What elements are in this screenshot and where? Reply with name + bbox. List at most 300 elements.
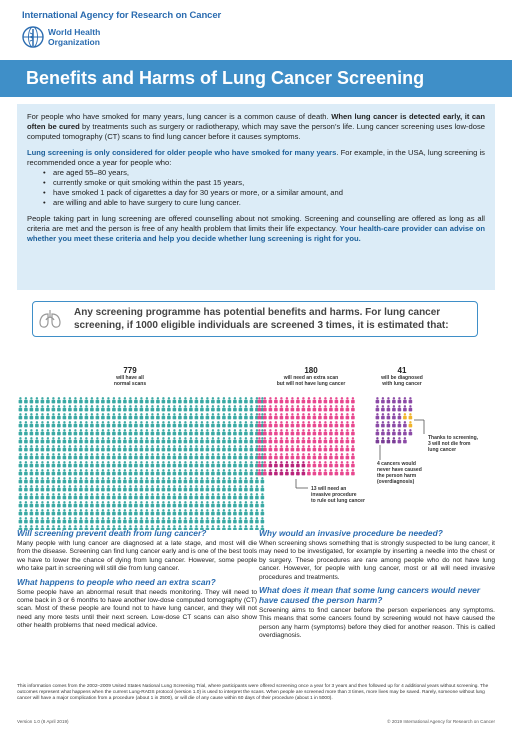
person-normal-icon: [85, 437, 89, 443]
person-extra-scan-icon: [280, 405, 284, 411]
person-normal-icon: [200, 397, 204, 403]
person-normal-icon: [63, 461, 67, 467]
person-normal-icon: [19, 477, 23, 483]
person-normal-icon: [261, 485, 265, 491]
overdiag-line-1: 4 cancers would: [377, 461, 416, 467]
person-normal-icon: [255, 493, 259, 499]
person-normal-icon: [68, 421, 72, 427]
person-normal-icon: [74, 493, 78, 499]
copyright-label: © 2019 International Agency for Research on Cancer: [387, 719, 495, 724]
person-extra-scan-icon: [340, 421, 344, 427]
person-normal-icon: [41, 421, 45, 427]
person-extra-scan-icon: [307, 405, 311, 411]
infographic: [0, 340, 512, 530]
person-normal-icon: [233, 413, 237, 419]
person-extra-scan-icon: [318, 437, 322, 443]
person-normal-icon: [35, 485, 39, 491]
person-normal-icon: [217, 517, 221, 523]
person-normal-icon: [112, 397, 116, 403]
person-normal-icon: [41, 445, 45, 451]
person-extra-scan-icon: [324, 437, 328, 443]
person-normal-icon: [184, 405, 188, 411]
person-normal-icon: [178, 429, 182, 435]
person-normal-icon: [239, 405, 243, 411]
person-extra-scan-icon: [280, 453, 284, 459]
person-normal-icon: [162, 397, 166, 403]
person-normal-icon: [156, 469, 160, 475]
person-extra-scan-icon: [340, 453, 344, 459]
person-normal-icon: [41, 429, 45, 435]
person-normal-icon: [85, 429, 89, 435]
person-extra-scan-icon: [346, 461, 350, 467]
person-extra-scan-icon: [346, 413, 350, 419]
person-normal-icon: [145, 405, 149, 411]
person-normal-icon: [195, 397, 199, 403]
person-diagnosed-icon: [409, 413, 413, 419]
person-normal-icon: [151, 485, 155, 491]
person-normal-icon: [63, 421, 67, 427]
person-normal-icon: [239, 453, 243, 459]
person-normal-icon: [96, 501, 100, 507]
person-normal-icon: [178, 469, 182, 475]
person-normal-icon: [140, 437, 144, 443]
person-normal-icon: [79, 493, 83, 499]
person-normal-icon: [68, 445, 72, 451]
person-normal-icon: [52, 413, 56, 419]
person-normal-icon: [57, 421, 61, 427]
person-normal-icon: [261, 477, 265, 483]
person-normal-icon: [250, 469, 254, 475]
person-normal-icon: [30, 453, 34, 459]
banner-text: Any screening programme has potential benefits and harms. For lung cancer screening, if 1000 eligible individuals are screened 3 times, it is estimated that:: [74, 307, 449, 331]
intro-paragraph-3: [27, 214, 485, 244]
person-normal-icon: [123, 485, 127, 491]
person-normal-icon: [57, 429, 61, 435]
person-normal-icon: [195, 501, 199, 507]
person-normal-icon: [57, 461, 61, 467]
person-normal-icon: [118, 517, 122, 523]
person-normal-icon: [211, 453, 215, 459]
person-extra-scan-icon: [296, 469, 300, 475]
criteria-list: [43, 168, 485, 208]
person-normal-icon: [255, 477, 259, 483]
person-normal-icon: [96, 509, 100, 515]
person-extra-scan-icon: [280, 429, 284, 435]
person-normal-icon: [206, 501, 210, 507]
person-normal-icon: [200, 429, 204, 435]
person-extra-scan-icon: [258, 413, 262, 419]
person-normal-icon: [63, 437, 67, 443]
person-normal-icon: [41, 397, 45, 403]
person-normal-icon: [41, 477, 45, 483]
person-normal-icon: [134, 453, 138, 459]
person-normal-icon: [200, 437, 204, 443]
person-extra-scan-icon: [346, 469, 350, 475]
section-title-prevent-death: Will screening prevent death from lung cancer?: [17, 528, 207, 538]
criteria-item: • currently smoke or quit smoking within the past 15 years,: [43, 178, 485, 188]
person-normal-icon: [250, 397, 254, 403]
person-extra-scan-icon: [269, 413, 273, 419]
person-extra-scan-icon: [329, 421, 333, 427]
person-extra-scan-icon: [291, 397, 295, 403]
person-normal-icon: [68, 413, 72, 419]
person-normal-icon: [90, 421, 94, 427]
person-normal-icon: [244, 469, 248, 475]
person-normal-icon: [118, 397, 122, 403]
person-normal-icon: [41, 413, 45, 419]
person-normal-icon: [217, 461, 221, 467]
person-normal-icon: [222, 517, 226, 523]
person-diagnosed-icon: [409, 405, 413, 411]
source-footnote: This information comes from the 2002–2009 United States National Lung Screening Trial, where participants were offered screening once a year for 3 years and then followed up for 4 additional years without screening. The outcomes represent what happens when the current Lung-RADS protocol (version 1.0) is used to interpret the scans. When people are screened more than 3 times, more lives may be saved. Rarely, someone without lung cancer will have a major complication from a procedure (about 1 in 2500), or will die of any cause within 60 days of their procedure (about 1 in 5000).: [17, 684, 489, 702]
person-diagnosed-icon: [376, 421, 380, 427]
person-normal-icon: [101, 397, 105, 403]
person-normal-icon: [63, 493, 67, 499]
person-normal-icon: [35, 421, 39, 427]
person-extra-scan-icon: [274, 469, 278, 475]
person-normal-icon: [250, 493, 254, 499]
person-normal-icon: [178, 413, 182, 419]
person-normal-icon: [134, 509, 138, 515]
person-normal-icon: [206, 493, 210, 499]
person-normal-icon: [250, 405, 254, 411]
person-extra-scan-icon: [307, 429, 311, 435]
person-normal-icon: [189, 405, 193, 411]
person-normal-icon: [46, 453, 50, 459]
person-normal-icon: [57, 469, 61, 475]
person-normal-icon: [118, 501, 122, 507]
person-normal-icon: [24, 469, 28, 475]
person-normal-icon: [222, 397, 226, 403]
person-normal-icon: [85, 397, 89, 403]
person-normal-icon: [90, 501, 94, 507]
person-diagnosed-icon: [409, 397, 413, 403]
person-normal-icon: [217, 437, 221, 443]
person-normal-icon: [19, 469, 23, 475]
person-normal-icon: [35, 405, 39, 411]
person-normal-icon: [244, 413, 248, 419]
person-diagnosed-icon: [387, 429, 391, 435]
person-normal-icon: [151, 509, 155, 515]
invasive-line-2: invasive procedure: [311, 492, 357, 498]
person-normal-icon: [195, 469, 199, 475]
person-extra-scan-icon: [296, 421, 300, 427]
person-normal-icon: [57, 413, 61, 419]
person-normal-icon: [30, 493, 34, 499]
person-normal-icon: [178, 453, 182, 459]
person-normal-icon: [244, 461, 248, 467]
person-normal-icon: [151, 397, 155, 403]
person-normal-icon: [211, 437, 215, 443]
person-normal-icon: [107, 405, 111, 411]
invasive-line-1: 13 will need an: [311, 486, 347, 492]
person-normal-icon: [206, 405, 210, 411]
person-normal-icon: [118, 485, 122, 491]
intro-p3-emphasis: Your health-care provider can advise on whether you meet these criteria and help you decide whether lung screening is right for you.: [27, 224, 485, 243]
person-normal-icon: [195, 461, 199, 467]
person-normal-icon: [244, 437, 248, 443]
person-normal-icon: [184, 445, 188, 451]
person-normal-icon: [244, 501, 248, 507]
overdiag-line-3: the person harm: [377, 473, 417, 479]
person-normal-icon: [90, 509, 94, 515]
person-diagnosed-icon: [376, 405, 380, 411]
person-normal-icon: [233, 437, 237, 443]
person-extra-scan-icon: [324, 429, 328, 435]
person-normal-icon: [52, 477, 56, 483]
person-extra-scan-icon: [291, 413, 295, 419]
person-normal-icon: [19, 461, 23, 467]
person-normal-icon: [118, 493, 122, 499]
person-normal-icon: [233, 405, 237, 411]
person-normal-icon: [151, 453, 155, 459]
person-extra-scan-icon: [335, 461, 339, 467]
person-normal-icon: [129, 477, 133, 483]
person-normal-icon: [140, 501, 144, 507]
person-normal-icon: [129, 437, 133, 443]
person-normal-icon: [145, 421, 149, 427]
person-normal-icon: [134, 397, 138, 403]
person-extra-scan-icon: [263, 397, 267, 403]
person-normal-icon: [167, 429, 171, 435]
person-extra-scan-icon: [285, 453, 289, 459]
person-normal-icon: [46, 501, 50, 507]
person-extra-scan-icon: [340, 405, 344, 411]
person-normal-icon: [19, 397, 23, 403]
person-normal-icon: [90, 493, 94, 499]
person-normal-icon: [30, 437, 34, 443]
person-normal-icon: [107, 461, 111, 467]
person-diagnosed-icon: [392, 397, 396, 403]
intro-p1-text-2: by treatments such as surgery or radiotherapy, which may save the person’s life. Lung cancer screening uses low-dose computed tomography (CT) scans to find lung cancer before it causes symptoms.: [27, 122, 485, 141]
person-normal-icon: [90, 517, 94, 523]
person-extra-scan-icon: [313, 405, 317, 411]
person-normal-icon: [101, 501, 105, 507]
person-extra-scan-icon: [313, 429, 317, 435]
person-normal-icon: [68, 493, 72, 499]
person-normal-icon: [96, 405, 100, 411]
person-normal-icon: [46, 413, 50, 419]
person-normal-icon: [129, 397, 133, 403]
person-normal-icon: [46, 397, 50, 403]
person-normal-icon: [222, 445, 226, 451]
person-normal-icon: [189, 413, 193, 419]
person-normal-icon: [140, 405, 144, 411]
person-normal-icon: [129, 421, 133, 427]
who-emblem-icon: [22, 26, 44, 48]
person-extra-scan-icon: [329, 397, 333, 403]
person-normal-icon: [90, 453, 94, 459]
person-extra-scan-icon: [318, 429, 322, 435]
person-normal-icon: [250, 517, 254, 523]
person-normal-icon: [195, 421, 199, 427]
person-normal-icon: [233, 469, 237, 475]
person-normal-icon: [156, 517, 160, 523]
person-normal-icon: [145, 501, 149, 507]
person-normal-icon: [211, 493, 215, 499]
person-normal-icon: [79, 453, 83, 459]
person-normal-icon: [228, 501, 232, 507]
person-diagnosed-icon: [403, 413, 407, 419]
person-normal-icon: [250, 477, 254, 483]
person-normal-icon: [250, 421, 254, 427]
person-extra-scan-icon: [340, 469, 344, 475]
person-normal-icon: [129, 453, 133, 459]
person-normal-icon: [129, 485, 133, 491]
person-normal-icon: [118, 477, 122, 483]
person-normal-icon: [228, 453, 232, 459]
person-extra-scan-icon: [335, 413, 339, 419]
person-normal-icon: [129, 429, 133, 435]
person-normal-icon: [162, 461, 166, 467]
person-normal-icon: [195, 413, 199, 419]
person-normal-icon: [140, 461, 144, 467]
person-normal-icon: [96, 493, 100, 499]
person-normal-icon: [68, 485, 72, 491]
person-normal-icon: [63, 445, 67, 451]
person-normal-icon: [68, 437, 72, 443]
overdiag-line-2: never have caused: [377, 467, 422, 473]
person-normal-icon: [145, 461, 149, 467]
person-normal-icon: [184, 437, 188, 443]
person-normal-icon: [206, 413, 210, 419]
person-normal-icon: [57, 405, 61, 411]
person-normal-icon: [57, 509, 61, 515]
person-normal-icon: [206, 445, 210, 451]
person-normal-icon: [200, 469, 204, 475]
person-extra-scan-icon: [263, 421, 267, 427]
person-normal-icon: [41, 461, 45, 467]
person-normal-icon: [140, 453, 144, 459]
invasive-line-3: to rule out lung cancer: [311, 498, 365, 504]
person-normal-icon: [112, 509, 116, 515]
person-normal-icon: [206, 469, 210, 475]
person-normal-icon: [24, 453, 28, 459]
person-extra-scan-icon: [258, 405, 262, 411]
intro-p2-text: . For example, in the USA, lung screening is recommended once a year for people who:: [27, 148, 485, 167]
person-extra-scan-icon: [346, 453, 350, 459]
header: [0, 0, 512, 60]
person-normal-icon: [189, 501, 193, 507]
person-normal-icon: [195, 485, 199, 491]
person-normal-icon: [52, 421, 56, 427]
person-normal-icon: [24, 421, 28, 427]
person-normal-icon: [41, 469, 45, 475]
person-normal-icon: [206, 421, 210, 427]
person-extra-scan-icon: [335, 453, 339, 459]
person-normal-icon: [173, 493, 177, 499]
person-normal-icon: [90, 485, 94, 491]
person-diagnosed-icon: [403, 421, 407, 427]
person-extra-scan-icon: [285, 421, 289, 427]
person-normal-icon: [244, 445, 248, 451]
person-extra-scan-icon: [329, 429, 333, 435]
person-normal-icon: [222, 469, 226, 475]
person-normal-icon: [123, 453, 127, 459]
person-extra-scan-icon: [351, 453, 355, 459]
person-extra-scan-icon: [307, 445, 311, 451]
person-extra-scan-icon: [258, 437, 262, 443]
person-extra-scan-icon: [324, 461, 328, 467]
person-extra-scan-icon: [346, 445, 350, 451]
person-normal-icon: [101, 413, 105, 419]
person-normal-icon: [79, 517, 83, 523]
person-normal-icon: [112, 445, 116, 451]
section-body-extra-scan: Some people have an abnormal result that needs monitoring. They will need to come back in 3 or 6 months to have another low-dose computed tomography (CT) scan. Most of these people are found not to have lung cancer, and they will not need any more tests until their next screen. Low-dose CT scans can also show other health problems that need medical advice.: [17, 588, 257, 630]
person-normal-icon: [200, 501, 204, 507]
person-normal-icon: [217, 405, 221, 411]
person-extra-scan-icon: [329, 405, 333, 411]
person-extra-scan-icon: [324, 469, 328, 475]
person-extra-scan-icon: [296, 429, 300, 435]
person-normal-icon: [184, 477, 188, 483]
person-normal-icon: [233, 421, 237, 427]
person-normal-icon: [134, 501, 138, 507]
person-normal-icon: [184, 397, 188, 403]
person-normal-icon: [200, 421, 204, 427]
person-normal-icon: [140, 493, 144, 499]
person-normal-icon: [46, 493, 50, 499]
person-normal-icon: [96, 485, 100, 491]
invasive-annotation: [311, 486, 391, 504]
person-extra-scan-icon: [291, 453, 295, 459]
person-normal-icon: [35, 445, 39, 451]
person-normal-icon: [19, 453, 23, 459]
person-normal-icon: [156, 405, 160, 411]
person-normal-icon: [63, 509, 67, 515]
person-normal-icon: [57, 453, 61, 459]
person-extra-scan-icon: [324, 421, 328, 427]
person-normal-icon: [162, 453, 166, 459]
person-normal-icon: [79, 429, 83, 435]
person-normal-icon: [101, 485, 105, 491]
person-normal-icon: [151, 493, 155, 499]
person-normal-icon: [30, 405, 34, 411]
person-normal-icon: [228, 509, 232, 515]
person-extra-scan-icon: [324, 453, 328, 459]
person-normal-icon: [195, 453, 199, 459]
person-normal-icon: [123, 461, 127, 467]
person-normal-icon: [261, 501, 265, 507]
person-normal-icon: [222, 485, 226, 491]
intro-p1-text: For people who have smoked for many years, lung cancer is a common cause of death.: [27, 112, 332, 121]
person-normal-icon: [167, 501, 171, 507]
person-extra-scan-icon: [313, 445, 317, 451]
section-title-invasive: Why would an invasive procedure be needed?: [259, 528, 443, 538]
person-normal-icon: [74, 453, 78, 459]
saved-line-3: lung cancer: [428, 447, 457, 453]
person-normal-icon: [167, 437, 171, 443]
person-normal-icon: [90, 413, 94, 419]
person-normal-icon: [90, 445, 94, 451]
person-normal-icon: [107, 485, 111, 491]
person-extra-scan-icon: [313, 437, 317, 443]
person-extra-scan-icon: [269, 461, 273, 467]
person-normal-icon: [189, 429, 193, 435]
person-normal-icon: [35, 437, 39, 443]
person-normal-icon: [134, 421, 138, 427]
person-normal-icon: [217, 501, 221, 507]
person-extra-scan-icon: [302, 405, 306, 411]
person-normal-icon: [145, 445, 149, 451]
person-extra-scan-icon: [285, 429, 289, 435]
person-normal-icon: [167, 517, 171, 523]
person-normal-icon: [239, 485, 243, 491]
person-normal-icon: [178, 445, 182, 451]
person-extra-scan-icon: [291, 445, 295, 451]
person-normal-icon: [162, 509, 166, 515]
person-extra-scan-icon: [340, 397, 344, 403]
